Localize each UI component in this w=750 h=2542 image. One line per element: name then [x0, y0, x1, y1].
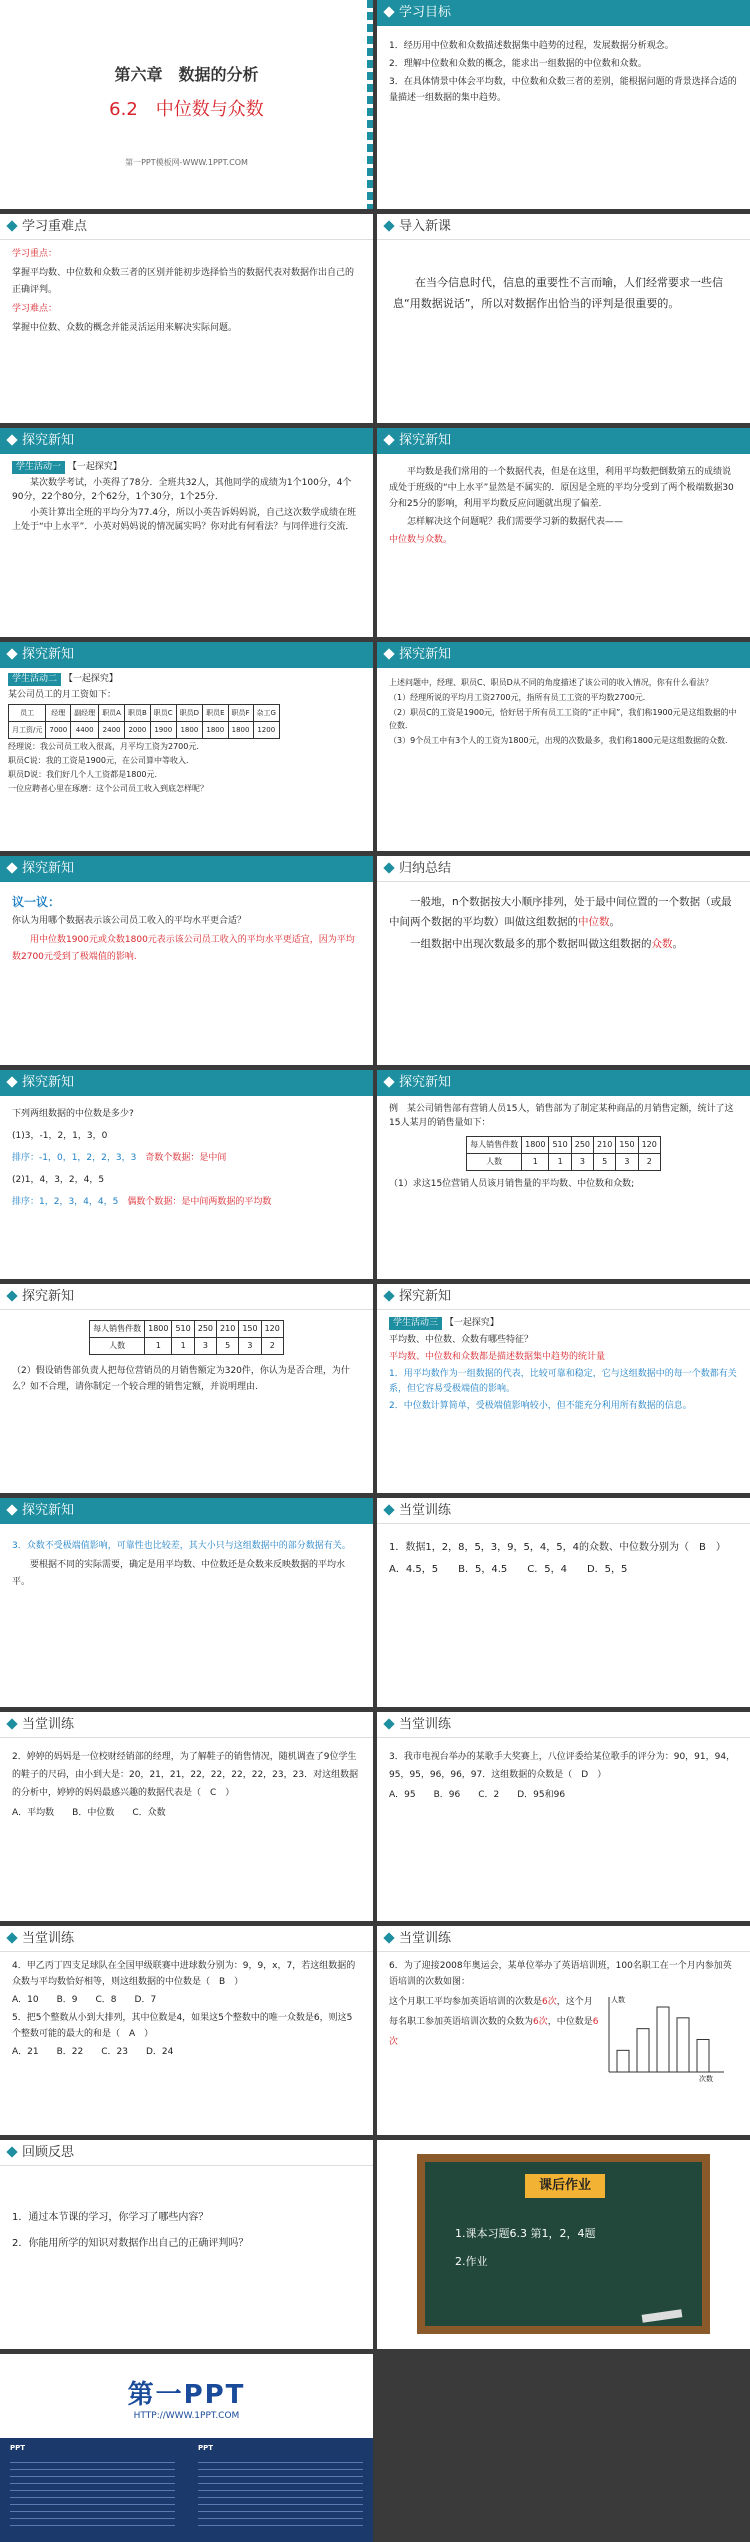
slide-header: 导入新课 [377, 214, 750, 240]
slide-header: 探究新知 [0, 642, 373, 668]
decor-stripe [367, 0, 373, 209]
slide-header: 学习重难点 [0, 214, 373, 240]
practice-q1-options: A．4.5，5 B．5，4.5 C．5，4 D．5，5 [389, 1564, 628, 1575]
sales-header-cell: 510 [172, 1321, 194, 1338]
salary-cell: 1800 [203, 722, 228, 739]
slide-summary: 归纳总结 一般地，n个数据按大小顺序排列，处于最中间位置的一个数据（或最中间两个数据的平均数）叫做这组数据的中位数。 一组数据中出现次数最多的那个数据叫做这组数据的众数。 [377, 856, 750, 1065]
sales-header-cell: 120 [638, 1137, 660, 1154]
slide-explore-7 [0, 1498, 373, 1707]
slide-practice-6 [377, 1926, 750, 2135]
slide-practice-4 [0, 1926, 373, 2135]
sales-cell: 3 [239, 1338, 261, 1355]
problem-question: 小英计算出全班的平均分为77.4分，所以小英告诉妈妈说，自己这次数学成绩在班上处于“中上水平”．小英对妈妈说的情况属实吗？你对此有何看法？与同伴进行交流． [12, 508, 357, 532]
practice-q1: 1．数据1，2，8，5，3，9，5，4，5，4的众数、中位数分别为（ B ） [389, 1542, 726, 1553]
sales-cell: 3 [616, 1154, 638, 1171]
statement-3: 职员D说：我们好几个人工资都是1800元． [8, 770, 163, 779]
salary-cell: 月工资/元 [9, 722, 46, 739]
review-q2: 2．你能用所学的知识对数据作出自己的正确评判吗？ [12, 2238, 249, 2249]
practice-q5-options: A．21 B．22 C．23 D．24 [12, 2047, 174, 2057]
footer-col-1-links [10, 2456, 175, 2526]
sales-header-cell: 每人销售件数 [90, 1321, 145, 1338]
slide-header: 探究新知 [377, 428, 750, 454]
salary-header-cell: 经理 [46, 705, 71, 722]
sales-cell: 3 [571, 1154, 593, 1171]
example-question-1: （1）求这15位营销人员该月销售量的平均数、中位数和众数; [389, 1179, 635, 1189]
salary-header-cell: 职员E [203, 705, 228, 722]
sales-table [466, 1136, 661, 1171]
note-2: 偶数个数据：是中间两数据的平均数 [127, 1197, 272, 1207]
slide-review [0, 2140, 373, 2349]
slide-header: 当堂训练 [377, 1926, 750, 1952]
chart-ylabel: 人数 [611, 1996, 625, 2004]
slide-objectives [377, 0, 750, 209]
sales-header-cell: 250 [194, 1321, 216, 1338]
sales-cell: 5 [594, 1154, 616, 1171]
slide-intro [377, 214, 750, 423]
practice-q3: 3．我市电视台举办的某歌手大奖赛上，八位评委给某位歌手的评分为：90，91，94，95，95，96，96，97．这组数据的众数是（ D ） [389, 1752, 736, 1780]
practice-q4: 4．甲乙丙丁四支足球队在全国甲级联赛中进球数分别为：9，9，x，7，若这组数据的众数与平均数恰好相等，则这组数据的中位数是（ B ） [12, 1961, 356, 1987]
slide-practice-3 [377, 1712, 750, 1921]
salary-intro: 某公司员工的月工资如下： [8, 690, 117, 700]
sales-cell: 1 [172, 1338, 194, 1355]
slide-explore-6 [0, 1284, 373, 1493]
choose-text: 要根据不同的实际需要，确定是用平均数、中位数还是众数来反映数据的平均水平。 [12, 1560, 346, 1587]
practice-q5: 5．把5个整数从小到大排列，其中位数是4，如果这5个整数中的唯一众数是6，则这5个整数可能的最大的和是（ A ） [12, 2013, 353, 2039]
salary-cell: 4400 [71, 722, 99, 739]
sales-cell: 人数 [90, 1338, 145, 1355]
median-question: 下列两组数据的中位数是多少? [12, 1109, 134, 1119]
salary-cell: 1200 [253, 722, 279, 739]
slide-header: 当堂训练 [377, 1498, 750, 1524]
explain-question: 怎样解决这个问题呢？我们需要学习新的数据代表—— [407, 517, 624, 527]
sales-header-cell: 250 [571, 1137, 593, 1154]
footer-link-panel [0, 2438, 373, 2542]
median-def: 一般地，n个数据按大小顺序排列，处于最中间位置的一个数据（或最中间两个数据的平均数）叫做这组数据的 [389, 896, 732, 928]
footer-col-2-title: PPT [198, 2444, 214, 2452]
slide-explore-3 [0, 642, 373, 851]
practice-q3-options: A．95 B．96 C．2 D．95和96 [389, 1790, 566, 1800]
salary-header-cell: 职员A [99, 705, 125, 722]
chart-bar [617, 2050, 629, 2072]
sales-header-cell: 510 [549, 1137, 571, 1154]
activity-label: 【一起探究】 [444, 1318, 499, 1328]
chapter-title: 第六章 数据的分析 [114, 65, 259, 84]
slide-discuss [0, 856, 373, 1065]
sorted-1: 排序：-1，0，1，2，2，3，3 [12, 1153, 137, 1163]
slide-header: 当堂训练 [0, 1712, 373, 1738]
slide-header: 探究新知 [0, 1498, 373, 1524]
sales-header-cell: 每人销售件数 [467, 1137, 522, 1154]
activity-tag: 学生活动一 [12, 461, 65, 474]
q6-part-3: ，中位数是 [547, 2017, 593, 2027]
slide-explore-1 [0, 428, 373, 637]
slide-header: 回顾反思 [0, 2140, 373, 2166]
activity-tag: 学生活动二 [8, 673, 61, 686]
salary-cell: 1900 [150, 722, 176, 739]
sales-cell: 1 [549, 1154, 571, 1171]
slide-example [377, 1070, 750, 1279]
sales-cell: 1 [145, 1338, 172, 1355]
chalk [642, 2309, 683, 2322]
sales-cell: 5 [217, 1338, 239, 1355]
salary-header-cell: 杂工G [253, 705, 279, 722]
review-q1: 1．通过本节课的学习，你学习了哪些内容？ [12, 2212, 209, 2223]
q6-answer-3: 6次 [389, 2017, 599, 2047]
objective-2: 2．理解中位数和众数的概念，能求出一组数据的中位数和众数。 [389, 59, 647, 69]
analysis-2: （2）职员C的工资是1900元，恰好居于所有员工工资的“正中间”，我们称1900元是这组数据的中位数． [389, 708, 737, 730]
sales-table-2 [89, 1320, 284, 1355]
slide-key-points [0, 214, 373, 423]
q6-part-1: 这个月职工平均参加英语培训的次数是 [389, 1997, 543, 2007]
slide-explore-5 [0, 1070, 373, 1279]
slide-header: 学习目标 [377, 0, 750, 26]
feature-mode: 3．众数不受极端值影响，可靠性也比较差，其大小只与这组数据中的部分数据有关。 [12, 1541, 351, 1551]
practice-q2-options: A．平均数 B．中位数 C．众数 [12, 1808, 166, 1818]
intro-text: 在当今信息时代，信息的重要性不言而喻，人们经常要求一些信息“用数据说话”，所以对数据作出恰当的评判是很重要的。 [393, 276, 723, 310]
slide-footer-ad [0, 2354, 373, 2542]
explain-answer: 中位数与众数。 [389, 535, 453, 545]
data-set-1: (1)3，-1，2，1，3，0 [12, 1131, 108, 1141]
salary-table [8, 704, 280, 739]
difficulty-label: 学习难点： [12, 304, 58, 314]
chart-bar [697, 2040, 709, 2073]
slide-header: 当堂训练 [377, 1712, 750, 1738]
slide-header: 探究新知 [377, 1284, 750, 1310]
chart-bar [637, 2029, 649, 2072]
footer-col-1-title: PPT [10, 2444, 26, 2452]
footer-col-2-links [198, 2456, 363, 2526]
statement-4: 一位应聘者心里在琢磨：这个公司员工收入到底怎样呢？ [8, 784, 208, 793]
slide-explore-2 [377, 428, 750, 637]
sales-header-cell: 210 [217, 1321, 239, 1338]
sales-cell: 2 [261, 1338, 283, 1355]
sorted-2: 排序：1，2，3，4，4，5 [12, 1197, 119, 1207]
discuss-question: 你认为用哪个数据表示该公司员工收入的平均水平更合适？ [12, 916, 247, 926]
mode-term: 众数 [651, 938, 673, 950]
key-text: 掌握平均数、中位数和众数三者的区别并能初步选择恰当的数据代表对数据作出自己的正确评判。 [12, 268, 355, 295]
q6-answer-2: 6次 [533, 2017, 548, 2027]
discuss-title: 议一议： [12, 895, 61, 909]
practice-q4-options: A．10 B．9 C．8 D．7 [12, 1995, 157, 2005]
title-footer: 第一PPT模板网-WWW.1PPT.COM [125, 158, 248, 167]
statement-1: 经理说：我公司员工收入很高，月平均工资为2700元． [8, 742, 205, 751]
salary-header-cell: 员工 [9, 705, 46, 722]
sales-header-cell: 150 [239, 1321, 261, 1338]
title-slide [0, 0, 373, 209]
slide-practice-2 [0, 1712, 373, 1921]
chart-bar [677, 2018, 689, 2072]
objective-1: 1．经历用中位数和众数描述数据集中趋势的过程，发展数据分析观念。 [389, 41, 674, 51]
q6-answer-1: 6次 [542, 1997, 557, 2007]
data-set-2: (2)1，4，3，2，4，5 [12, 1175, 105, 1185]
features-question: 平均数、中位数、众数有哪些特征？ [389, 1335, 534, 1345]
slide-practice-1 [377, 1498, 750, 1707]
slide-header: 探究新知 [0, 856, 373, 882]
difficulty-text: 掌握中位数、众数的概念并能灵活运用来解决实际问题。 [12, 323, 238, 333]
chalkboard-frame [417, 2154, 710, 2334]
note-1: 奇数个数据：是中间 [145, 1153, 227, 1163]
slide-explore-4 [377, 642, 750, 851]
brand-url: HTTP://WWW.1PPT.COM [133, 2411, 240, 2421]
training-bar-chart [599, 1992, 729, 2082]
median-term: 中位数 [578, 916, 610, 928]
explain-text: 平均数是我们常用的一个数据代表，但是在这里，利用平均数把倒数第五的成绩说成处于班级的“中上水平”显然是不属实的．原因是全班的平均分受到了两个极端数据30分和25分的影响，利用平均数反应问题就出现了偏差． [389, 467, 734, 509]
problem-text: 某次数学考试，小英得了78分．全班共32人，其他同学的成绩为1个100分，4个90分，22个80分，2个62分，1个30分，1个25分． [12, 478, 352, 502]
section-title: 6.2 中位数与众数 [109, 99, 264, 120]
homework-item-1: 1.课本习题6.3 第1，2，4题 [455, 2227, 596, 2240]
sales-header-cell: 150 [616, 1137, 638, 1154]
sales-header-cell: 1800 [145, 1321, 172, 1338]
salary-cell: 2000 [124, 722, 150, 739]
salary-header-cell: 职员B [124, 705, 150, 722]
slide-header: 探究新知 [0, 1070, 373, 1096]
slide-header: 探究新知 [377, 1070, 750, 1096]
q6-part-2: ，这个月每名职工参加英语培训次数的众数为 [389, 1997, 593, 2027]
statement-2: 职员C说：我的工资是1900元，在公司算中等收入． [8, 756, 194, 765]
salary-header-cell: 职员D [176, 705, 202, 722]
salary-cell: 1800 [228, 722, 253, 739]
practice-q2: 2．婷婷的妈妈是一位校财经销部的经理，为了解鞋子的销售情况，随机调查了9位学生的鞋子的尺码，由小到大是：20，21，21，22，22，22，22，23，23．对这组数据的分析中，婷婷的妈妈最感兴趣的数据代表是（ C ） [12, 1752, 359, 1798]
analysis-1: （1）经理所说的平均月工资2700元，指所有员工工资的平均数2700元． [389, 693, 651, 702]
discuss-answer: 用中位数1900元或众数1800元表示该公司员工收入的平均水平更适宜，因为平均数2700元受到了极端值的影响. [12, 935, 355, 962]
sales-header-cell: 1800 [522, 1137, 549, 1154]
slide-header: 探究新知 [0, 1284, 373, 1310]
chart-xlabel: 次数 [699, 2075, 713, 2082]
salary-cell: 1800 [176, 722, 202, 739]
features-answer: 平均数、中位数和众数都是描述数据集中趋势的统计量 [389, 1352, 606, 1362]
feature-median: 2．中位数计算简单，受极端值影响较小，但不能充分利用所有数据的信息。 [389, 1401, 692, 1411]
salary-header-cell: 副经理 [71, 705, 99, 722]
sales-cell: 1 [522, 1154, 549, 1171]
slide-header: 探究新知 [0, 428, 373, 454]
slide-header: 归纳总结 [377, 856, 750, 882]
homework-title: 课后作业 [525, 2174, 605, 2198]
homework-item-2: 2.作业 [455, 2255, 488, 2268]
chart-bar [657, 2007, 669, 2072]
sales-cell: 2 [638, 1154, 660, 1171]
example-text: 例 某公司销售部有营销人员15人，销售部为了制定某种商品的月销售定额，统计了这15人某月的销售量如下： [389, 1104, 734, 1128]
sales-header-cell: 120 [261, 1321, 283, 1338]
key-label: 学习重点： [12, 249, 58, 259]
activity-label: 【一起探究】 [63, 674, 118, 684]
example-question-2: （2）假设销售部负责人把每位营销员的月销售额定为320件，你认为是否合理，为什么？如不合理，请你制定一个较合理的销售定额，并说明理由. [12, 1366, 350, 1392]
brand-logo: 第一PPT [127, 2380, 246, 2410]
objective-3: 3．在具体情景中体会平均数，中位数和众数三者的差别，能根据问题的背景选择合适的量描述一组数据的集中趋势。 [389, 77, 737, 103]
activity-tag: 学生活动三 [389, 1317, 442, 1330]
practice-q6: 6．为了迎接2008年奥运会，某单位举办了英语培训班，100名职工在一个月内参加英语培训的次数如图： [389, 1961, 732, 1987]
sales-cell: 3 [194, 1338, 216, 1355]
mode-def: 一组数据中出现次数最多的那个数据叫做这组数据的 [410, 938, 652, 950]
slide-header: 探究新知 [377, 642, 750, 668]
analysis-3: （3）9个员工中有3个人的工资为1800元，出现的次数最多，我们称1800元是这组数据的众数． [389, 736, 733, 745]
salary-cell: 2400 [99, 722, 125, 739]
activity-label: 【一起探究】 [67, 462, 122, 472]
slide-header: 当堂训练 [0, 1926, 373, 1952]
analysis-intro: 上述问题中，经理、职员C、职员D从不同的角度描述了该公司的收入情况，你有什么看法？ [389, 678, 713, 687]
salary-cell: 7000 [46, 722, 71, 739]
sales-cell: 人数 [467, 1154, 522, 1171]
sales-header-cell: 210 [594, 1137, 616, 1154]
feature-mean: 1．用平均数作为一组数据的代表，比较可靠和稳定，它与这组数据中的每一个数都有关系，但它容易受极端值的影响。 [389, 1369, 737, 1394]
salary-header-cell: 职员F [228, 705, 253, 722]
slide-activity-3 [377, 1284, 750, 1493]
salary-header-cell: 职员C [150, 705, 176, 722]
slide-homework [377, 2140, 750, 2349]
